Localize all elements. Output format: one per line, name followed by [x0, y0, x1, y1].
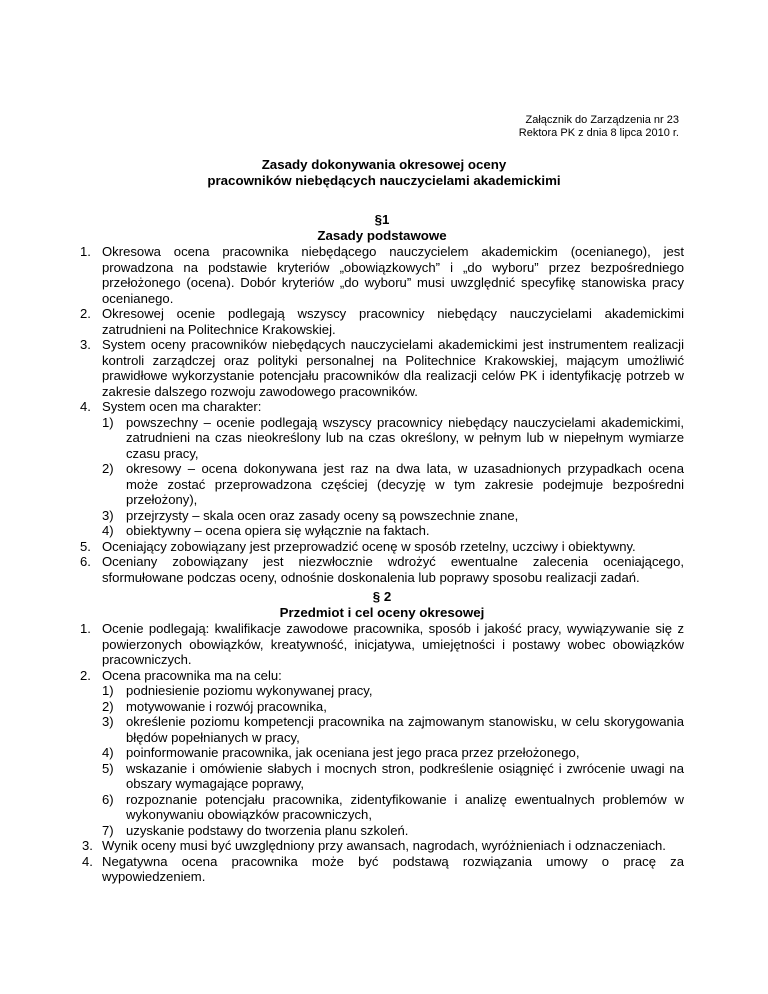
s1-item-2-text: Okresowej ocenie podlegają wszyscy pracownicy niebędący nauczycielami akademickimi zatrudnieni na Politechnice Krakowskiej. — [102, 306, 684, 337]
s2-item-2-sub-7-text: uzyskanie podstawy do tworzenia planu szkoleń. — [126, 822, 409, 838]
s2-item-3-num: 3. — [82, 838, 93, 853]
s2-item-2-sub-1-num: 1) — [102, 683, 114, 698]
s1-item-4-sub-4 — [80, 523, 684, 539]
s2-item-2-num: 2. — [80, 667, 91, 683]
s1-item-4-sub-1-num: 1) — [102, 414, 114, 430]
s1-item-3-num: 3. — [80, 337, 91, 352]
s2-item-1-text: Ocenie podlegają: kwalifikacje zawodowe pracownika, sposób i jakość pracy, wywiązywanie się z powierzonych obowiązków, kreatywność, inicjatywa, umiejętności i postawy wobec obowiązków pracowniczych. — [102, 621, 684, 667]
s2-item-1-num: 1. — [80, 621, 91, 636]
s2-item-2-sub-3 — [80, 714, 684, 745]
s2-item-2-sub-1 — [80, 683, 684, 699]
s2-item-2-sub-1-text: podniesienie poziomu wykonywanej pracy, — [126, 683, 373, 698]
s1-item-4-num: 4. — [80, 399, 91, 414]
s2-item-2-sub-6 — [80, 792, 684, 823]
annex-line-1: Załącznik do Zarządzenia nr 23 — [525, 114, 679, 126]
s1-item-4-sub-3 — [80, 508, 684, 524]
s1-item-5-text: Oceniający zobowiązany jest przeprowadzić ocenę w sposób rzetelny, uczciwy i obiektywny. — [102, 538, 636, 554]
s1-item-6-text: Oceniany zobowiązany jest niezwłocznie wdrożyć ewentualne zalecenia oceniającego, sformułowane podczas oceny, odnośnie doskonalenia lub poprawy sposobu realizacji zadań. — [102, 554, 684, 585]
s2-item-2-sub-2 — [80, 699, 684, 715]
s2-item-2-sub-5 — [80, 761, 684, 792]
section-2-heading: Przedmiot i cel oceny okresowej — [279, 605, 485, 620]
s1-item-6 — [80, 554, 684, 585]
annex-line-2: Rektora PK z dnia 8 lipca 2010 r. — [518, 127, 679, 139]
s2-item-2-sub-4 — [80, 745, 684, 761]
s1-item-1 — [80, 244, 684, 306]
s1-item-4-sub-2-num: 2) — [102, 461, 114, 476]
document-title — [0, 157, 768, 189]
s1-item-5 — [80, 539, 684, 555]
s2-item-3-text: Wynik oceny musi być uwzględniony przy awansach, nagrodach, wyróżnieniach i odznaczeniach. — [102, 838, 666, 853]
s2-item-2-sub-5-text: wskazanie i omówienie słabych i mocnych stron, podkreślenie osiągnięć i zwrócenie uwagi na obszary wymagające poprawy, — [126, 760, 684, 791]
s1-item-1-text: Okresowa ocena pracownika niebędącego nauczycielem akademickim (ocenianego), jest prowadzona na podstawie kryteriów „obowiązkowych” i „do wyboru” przez bezpośredniego przełożonego (ocena). Dobór kryteriów „do wyboru” musi uwzględnić specyfikę stanowiska pracy ocenianego. — [102, 244, 684, 306]
s1-item-6-num: 6. — [80, 554, 91, 569]
s2-item-2-sub-2-text: motywowanie i rozwój pracownika, — [126, 698, 327, 714]
s2-item-1 — [80, 621, 684, 668]
s2-item-2-sub-7-num: 7) — [102, 822, 114, 838]
s1-item-4-sub-2 — [80, 461, 684, 508]
s1-item-2 — [80, 306, 684, 337]
title-line-2: pracowników niebędących nauczycielami akademickimi — [207, 173, 561, 188]
document-body — [80, 212, 684, 885]
s2-item-2-text: Ocena pracownika ma na celu: — [102, 667, 282, 683]
s1-item-4-sub-2-text: okresowy – ocena dokonywana jest raz na dwa lata, w uzasadnionych przypadkach ocena może zostać przeprowadzona częściej (decyzję w tym zakresie podejmuje bezpośredni przełożony), — [126, 461, 684, 507]
s2-item-2-sub-3-text: określenie poziomu kompetencji pracownika na zajmowanym stanowisku, w celu skorygowania błędów popełnianych w pracy, — [126, 714, 684, 745]
s1-item-2-num: 2. — [80, 306, 91, 321]
s1-item-1-num: 1. — [80, 244, 91, 259]
s2-item-4-num: 4. — [82, 853, 93, 869]
annex-note — [519, 114, 679, 140]
s2-item-2-sub-4-num: 4) — [102, 745, 114, 760]
s1-item-4-sub-1 — [80, 415, 684, 462]
s2-item-2 — [80, 668, 684, 684]
s1-item-4-sub-3-text: przejrzysty – skala ocen oraz zasady oceny są powszechnie znane, — [126, 507, 519, 523]
title-line-1: Zasady dokonywania okresowej oceny — [261, 157, 507, 172]
s2-item-2-sub-3-num: 3) — [102, 714, 114, 729]
s2-item-2-sub-5-num: 5) — [102, 760, 114, 776]
s1-item-4-sub-3-num: 3) — [102, 507, 114, 523]
s1-item-4-sub-1-text: powszechny – ocenie podlegają wszyscy pracownicy niebędący nauczycielami akademickimi, zatrudnieni na czas nieokreślony lub na czas określony, w pełnym lub w niepełnym wymiarze czasu pracy, — [126, 414, 684, 461]
s2-item-4 — [80, 854, 684, 885]
s1-item-3-text: System oceny pracowników niebędących nauczycielami akademickimi jest instrumentem realizacji kontroli zarządczej oraz polityki personalnej na Politechnice Krakowskiej, mającym umożliwić prawidłowe wykorzystanie potencjału pracowników dla realizacji celów PK i identyfikację potrzeb w zakresie dalszego rozwoju zawodowego pracowników. — [102, 337, 684, 399]
s1-item-4-sub-4-text: obiektywny – ocena opiera się wyłącznie na faktach. — [126, 523, 430, 538]
s1-item-3 — [80, 337, 684, 399]
s2-item-2-sub-7 — [80, 823, 684, 839]
s2-item-2-sub-6-num: 6) — [102, 791, 114, 807]
s1-item-4-text: System ocen ma charakter: — [102, 399, 262, 414]
s2-item-2-sub-4-text: poinformowanie pracownika, jak oceniana jest jego praca przez przełożonego, — [126, 745, 580, 760]
s2-item-2-sub-2-num: 2) — [102, 698, 114, 714]
section-1-mark: §1 — [374, 212, 390, 227]
section-1-heading: Zasady podstawowe — [317, 228, 447, 243]
s2-item-4-text: Negatywna ocena pracownika może być podstawą rozwiązania umowy o pracę za wypowiedzeniem. — [102, 853, 684, 884]
s1-item-4 — [80, 399, 684, 415]
s1-item-5-num: 5. — [80, 538, 91, 554]
s2-item-3 — [80, 838, 684, 854]
s1-item-4-sub-4-num: 4) — [102, 523, 114, 538]
section-2-mark: § 2 — [372, 589, 392, 604]
s2-item-2-sub-6-text: rozpoznanie potencjału pracownika, zidentyfikowanie i analizę ewentualnych problemów w wykonywaniu obowiązków pracowniczych, — [126, 791, 684, 822]
